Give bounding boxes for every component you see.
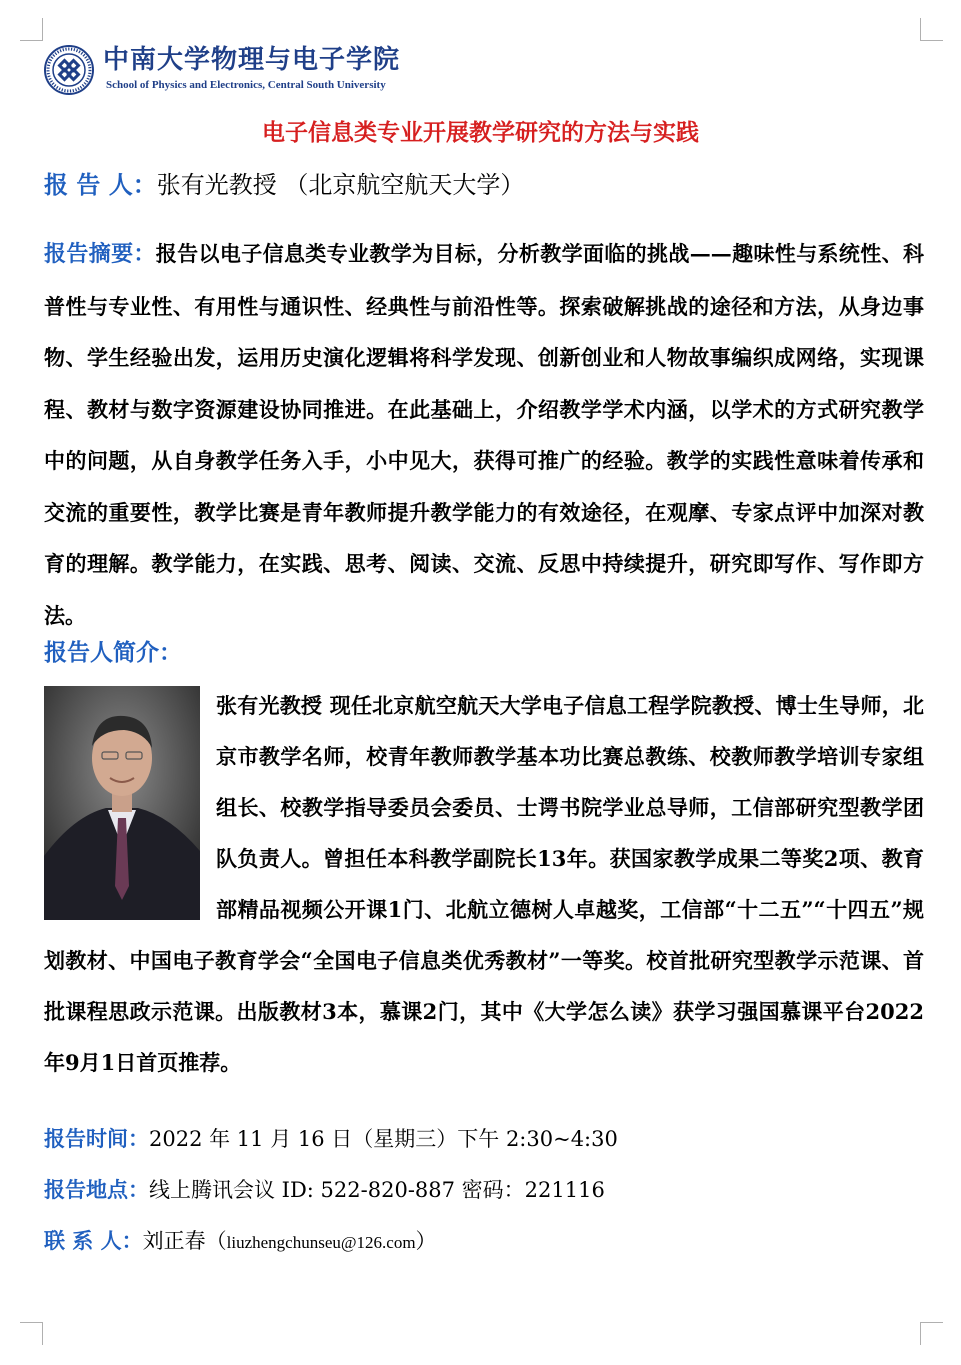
contact-name: 刘正春（	[142, 1229, 227, 1253]
crop-mark-top-left	[20, 18, 43, 41]
location-line	[44, 1175, 605, 1205]
photo-spacer	[44, 680, 216, 912]
logo-chinese-name: 中南大学物理与电子学院	[103, 45, 401, 75]
university-emblem-icon	[44, 45, 94, 95]
contact-close-paren: ）	[415, 1229, 437, 1253]
crop-mark-bottom-right	[920, 1322, 943, 1345]
time-value: 2022 年 11 月 16 日（星期三）下午 2:30~4:30	[149, 1127, 618, 1151]
abstract-text: 报告以电子信息类专业教学为目标，分析教学面临的挑战——趣味性与系统性、科普性与专业性、有用性与通识性、经典性与前沿性等。探索破解挑战的途径和方法，从身边事物、学生经验出发，运用历史演化逻辑将科学发现、创新创业和人物故事编织成网络，实现课程、教材与数字资源建设协同推进。在此基础上，介绍教学学术内涵，以学术的方式研究教学中的问题，从自身教学任务入手，小中见大，获得可推广的经验。教学的实践性意味着传承和交流的重要性，教学比赛是青年教师提升教学能力的有效途径，在观摩、专家点评中加深对教育的理解。教学能力，在实践、思考、阅读、交流、反思中持续提升，研究即写作、写作即方法。	[44, 241, 924, 628]
abstract-label: 报告摘要：	[44, 241, 156, 267]
speaker-line	[44, 168, 524, 202]
time-line	[44, 1124, 618, 1154]
crop-mark-bottom-left	[20, 1322, 43, 1345]
bio-paragraph	[44, 680, 924, 1088]
contact-email-link[interactable]: liuzhengchunseu@126.com	[226, 1233, 416, 1252]
speaker-label: 报 告 人：	[44, 170, 157, 199]
bio-heading: 报告人简介：	[44, 639, 182, 666]
contact-label: 联 系 人：	[44, 1228, 143, 1253]
crop-mark-top-right	[920, 18, 943, 41]
bio-text: 张有光教授 现任北京航空航天大学电子信息工程学院教授、博士生导师，北京市教学名师，校青年教师教学基本功比赛总教练、校教师教学培训专家组组长、校教学指导委员会委员、士谔书院学业总导师，工信部研究型教学团队负责人。曾担任本科教学副院长13年。获国家教学成果二等奖2项、教育部精品视频公开课1门、北航立德树人卓越奖，工信部“十二五”“十四五”规划教材、中国电子教育学会“全国电子信息类优秀教材”一等奖。校首批研究型教学示范课、首批课程思政示范课。出版教材3本，慕课2门，其中《大学怎么读》获学习强国慕课平台2022年9月1日首页推荐。	[44, 693, 924, 1075]
location-value: 线上腾讯会议 ID: 522-820-887 密码：221116	[149, 1178, 605, 1202]
speaker-value: 张有光教授 （北京航空航天大学）	[156, 171, 525, 199]
page-title: 电子信息类专业开展教学研究的方法与实践	[262, 119, 699, 146]
time-label: 报告时间：	[44, 1126, 149, 1151]
abstract-paragraph	[44, 228, 924, 641]
contact-line	[44, 1226, 437, 1258]
location-label: 报告地点：	[44, 1177, 149, 1202]
logo-english-name: School of Physics and Electronics, Central South University	[106, 79, 386, 91]
